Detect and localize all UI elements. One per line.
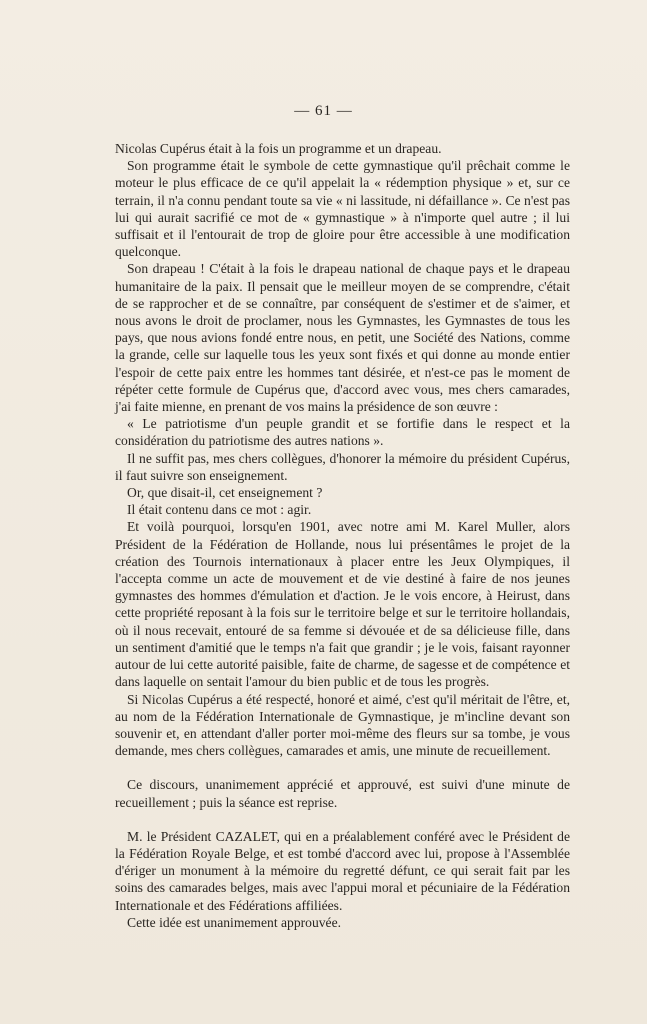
paragraph: Ce discours, unanimement apprécié et approuvé, est suivi d'une minute de recueillement ; puis la séance est reprise.: [115, 777, 570, 810]
body-text: [115, 140, 570, 931]
paragraph: Si Nicolas Cupérus a été respecté, honoré et aimé, c'est qu'il méritait de l'être, et, au nom de la Fédération Internationale de Gymnastique, je m'incline devant son souvenir et, en attendant d'aller porter moi-même des fleurs sur sa tombe, je vous demande, mes chers collègues, camarades et amis, une minute de recueillement.: [115, 691, 570, 759]
paragraph: Nicolas Cupérus était à la fois un programme et un drapeau.: [115, 141, 442, 156]
paragraph: M. le Président CAZALET, qui en a préalablement conféré avec le Président de la Fédération Royale Belge, et est tombé d'accord avec lui, propose à l'Assemblée d'ériger un monument à la mémoire du regretté défunt, ce qui serait fait par les soins des camarades belges, mais avec l'appui moral et pécuniaire de la Fédération Internationale et des Fédérations affiliées.: [115, 828, 570, 913]
paragraph: Son programme était le symbole de cette gymnastique qu'il prêchait comme le moteur le plus efficace de ce qu'il appelait la « rédemption physique » et, sur ce terrain, il n'a connu pendant toute sa vie « ni lassitude, ni défaillance ». Ce n'est pas lui qui aurait sacrifié ce mot de « gymnastique » à n'importe quel autre ; il lui suffisait et il l'entourait de trop de gloire pour être accessible à une modification quelconque.: [115, 158, 570, 260]
paragraph: Il était contenu dans ce mot : agir.: [127, 502, 312, 518]
paragraph: Et voilà pourquoi, lorsqu'en 1901, avec notre ami M. Karel Muller, alors Président de la Fédération de Hollande, nous lui présentâmes le projet de la création des Tournois internationaux à placer entre les Jeux Olympiques, il l'accepta comme un acte de mouvement et de vie destiné à faire de nos jeunes gymnastes des hommes d'émulation et d'action. Je le vois encore, à Heirust, dans cette propriété reposant à la fois sur le territoire belge et sur le territoire hollandais, où il nous recevait, entouré de sa femme si dévouée et de sa délicieuse fille, dans un sentiment d'amitié que le temps n'a fait que grandir ; je le vois, faisant rayonner autour de lui cette autorité paisible, faite de charme, de sagesse et de compétence et dans laquelle on sentait l'amour du bien public et de tous les progrès.: [115, 519, 570, 690]
paragraph: Or, que disait-il, cet enseignement ?: [127, 485, 323, 501]
page-number: — 61 —: [294, 103, 353, 119]
paragraph: Cette idée est unanimement approuvée.: [127, 914, 342, 930]
quotation: « Le patriotisme d'un peuple grandit et se fortifie dans le respect et la considération du patriotisme des autres nations ».: [115, 416, 570, 449]
paragraph: Il ne suffit pas, mes chers collègues, d'honorer la mémoire du président Cupérus, il faut suivre son enseignement.: [115, 450, 570, 483]
paragraph: Son drapeau ! C'était à la fois le drapeau national de chaque pays et le drapeau humanitaire de la paix. Il pensait que le meilleur moyen de se comprendre, c'était de se rapprocher et de se connaître, par conséquent de s'estimer et de s'aimer, et nous avons le droit de proclamer, nous les Gymnastes, les Gymnastes de tous les pays, que nous avions fondé entre nous, en petit, une Société des Nations, comme la grande, celle sur laquelle tous les yeux sont fixés et qui donne au monde entier l'espoir de cette paix entre les hommes tant désirée, et n'est-ce pas le moment de répéter cette formule de Cupérus que, d'accord avec vous, mes chers camarades, j'ai faite mienne, en prenant de vos mains la présidence de son œuvre :: [115, 261, 570, 415]
